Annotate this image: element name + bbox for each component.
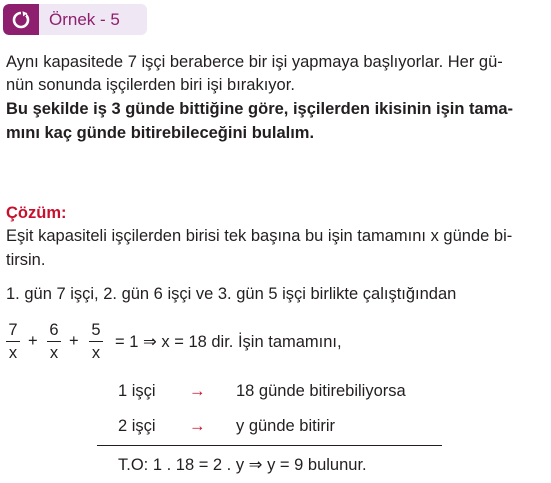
fraction-3-denominator: x [91, 344, 101, 362]
badge-icon-box [3, 4, 39, 35]
arrow-icon: → [189, 382, 206, 400]
problem-line-2: nün sonunda işçilerden biri işi bırakıyor. [6, 76, 295, 94]
arrow-icon: → [189, 417, 206, 435]
fraction-2-bar [47, 341, 61, 342]
solution-line-3: 1. gün 7 işçi, 2. gün 6 işçi ve 3. gün 5 işçi birlikte çalıştığından [6, 285, 457, 303]
final-result: T.O: 1 . 18 = 2 . y ⇒ y = 9 bulunur. [118, 456, 367, 474]
fraction-3-numerator: 5 [91, 321, 101, 339]
proportion-row-2-right: y günde bitirir [236, 417, 336, 435]
plus-sign-2: + [69, 332, 79, 350]
fraction-1-numerator: 7 [8, 321, 18, 339]
proportion-row-1-right: 18 günde bitirebiliyorsa [236, 382, 406, 400]
refresh-circle-icon [11, 10, 31, 30]
solution-line-2: tirsin. [6, 251, 46, 269]
problem-line-1: Aynı kapasitede 7 işçi beraberce bir işi yapmaya başlıyorlar. Her gü- [6, 53, 503, 71]
problem-question-line-2: mını kaç günde bitirebileceğini bulalım. [6, 124, 315, 142]
fraction-3-bar [89, 341, 103, 342]
solution-title: Çözüm: [6, 204, 67, 222]
fraction-2-numerator: 6 [49, 321, 59, 339]
fraction-1 [6, 320, 20, 363]
proportion-row-1-left: 1 işçi [118, 382, 156, 400]
fraction-2 [47, 320, 61, 363]
fraction-1-bar [6, 341, 20, 342]
example-badge [3, 4, 147, 35]
example-label: Örnek - 5 [49, 10, 120, 29]
fraction-2-denominator: x [49, 344, 59, 362]
fraction-1-denominator: x [8, 344, 18, 362]
solution-line-1: Eşit kapasiteli işçilerden birisi tek başına bu işin tamamını x günde bi- [6, 227, 513, 245]
divider-line [97, 445, 442, 446]
equation-result: = 1 ⇒ x = 18 dir. İşin tamamını, [115, 333, 342, 351]
proportion-row-2-left: 2 işçi [118, 417, 156, 435]
plus-sign-1: + [28, 332, 38, 350]
problem-question-line-1: Bu şekilde iş 3 günde bittiğine göre, işçilerden ikisinin işin tama- [6, 100, 514, 118]
fraction-3 [89, 320, 103, 363]
